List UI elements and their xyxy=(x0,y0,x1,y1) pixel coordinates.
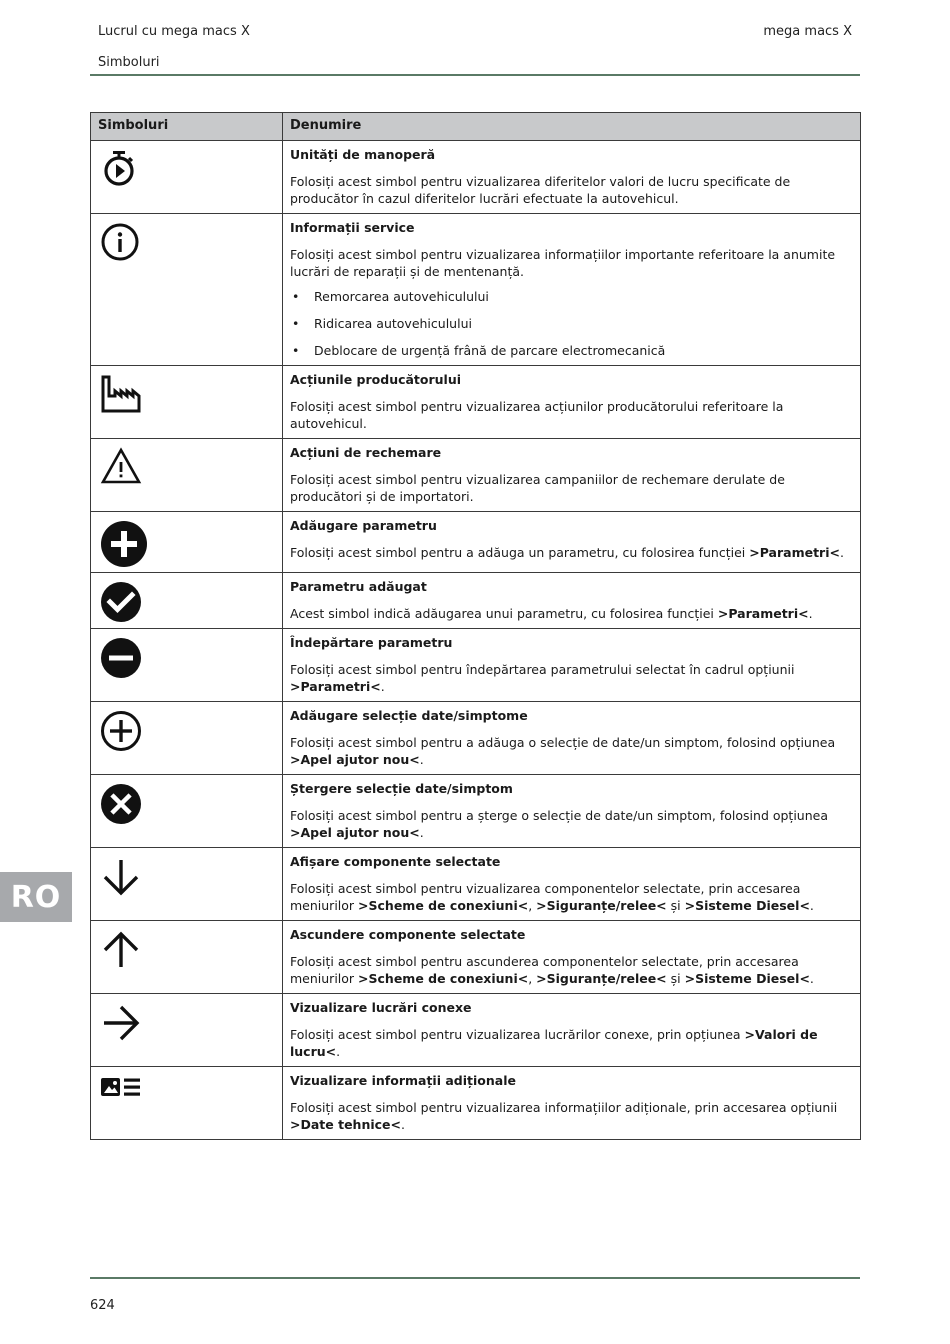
symbol-cell xyxy=(91,573,283,629)
table-row xyxy=(91,366,861,439)
symbol-description xyxy=(290,471,853,505)
table-row xyxy=(91,1067,861,1140)
symbol-cell xyxy=(91,439,283,512)
table-row xyxy=(91,629,861,702)
image-list-icon xyxy=(100,1075,142,1101)
arrow-down-icon xyxy=(100,856,142,898)
description-cell xyxy=(283,775,861,848)
description-text: . xyxy=(401,1117,405,1132)
symbols-table xyxy=(90,112,861,1140)
close-circle-filled-icon xyxy=(100,783,142,825)
menu-reference: >Sisteme Diesel< xyxy=(684,971,810,986)
symbol-cell xyxy=(91,848,283,921)
menu-reference: >Scheme de conexiuni< xyxy=(358,971,529,986)
table-row xyxy=(91,921,861,994)
menu-reference: >Sisteme Diesel< xyxy=(684,898,810,913)
symbol-cell xyxy=(91,702,283,775)
footer-rule xyxy=(90,1277,860,1279)
column-header-name: Denumire xyxy=(283,113,861,141)
arrow-up-icon xyxy=(100,929,142,971)
description-text: Folosiți acest simbol pentru a adăuga un parametru, cu folosirea funcției xyxy=(290,545,750,560)
description-cell xyxy=(283,214,861,366)
symbol-description xyxy=(290,544,853,561)
symbol-cell xyxy=(91,921,283,994)
menu-reference: >Parametri< xyxy=(717,606,809,621)
symbol-title: Vizualizare lucrări conexe xyxy=(290,1000,472,1015)
description-cell xyxy=(283,629,861,702)
description-cell xyxy=(283,921,861,994)
header-right: mega macs X xyxy=(763,24,852,39)
table-row xyxy=(91,848,861,921)
header-left: Lucrul cu mega macs X xyxy=(98,24,250,39)
table-row xyxy=(91,702,861,775)
description-text: . xyxy=(809,971,814,986)
menu-reference: >Scheme de conexiuni< xyxy=(358,898,529,913)
menu-reference: >Apel ajutor nou< xyxy=(290,825,420,840)
table-row xyxy=(91,512,861,573)
description-text: Folosiți acest simbol pentru vizualizarea informațiilor importante referitoare la anumite lucrări de reparații și de mentenanță. xyxy=(290,247,836,279)
menu-reference: >Apel ajutor nou< xyxy=(290,752,420,767)
table-row xyxy=(91,775,861,848)
description-cell xyxy=(283,994,861,1067)
symbol-title: Parametru adăugat xyxy=(290,579,427,594)
symbol-title: Îndepărtare parametru xyxy=(290,635,453,650)
symbol-description xyxy=(290,173,853,207)
column-header-symbols: Simboluri xyxy=(91,113,283,141)
description-text: . xyxy=(840,545,844,560)
symbol-description xyxy=(290,1099,853,1133)
bullet-list xyxy=(290,288,853,359)
symbol-description xyxy=(290,1026,853,1060)
description-text: . xyxy=(808,606,813,621)
description-cell xyxy=(283,141,861,214)
description-text: Folosiți acest simbol pentru a șterge o selecție de date/un simptom, folosind opțiunea xyxy=(290,808,829,823)
minus-circle-filled-icon xyxy=(100,637,142,679)
symbol-title: Ascundere componente selectate xyxy=(290,927,526,942)
stopwatch-icon xyxy=(100,149,138,187)
menu-reference: >Valori de lucru< xyxy=(290,1027,818,1059)
symbol-description xyxy=(290,880,853,914)
symbol-cell xyxy=(91,994,283,1067)
description-text: . xyxy=(419,825,424,840)
check-circle-filled-icon xyxy=(100,581,142,623)
symbol-cell xyxy=(91,1067,283,1140)
description-text: Folosiți acest simbol pentru vizualizarea lucrărilor conexe, prin opțiunea xyxy=(290,1027,745,1042)
symbol-cell xyxy=(91,512,283,573)
table-row xyxy=(91,994,861,1067)
symbol-title: Informații service xyxy=(290,220,415,235)
symbol-description xyxy=(290,953,853,987)
description-text: Folosiți acest simbol pentru vizualizarea acțiunilor producătorului referitoare la autovehicul. xyxy=(290,399,784,431)
symbol-description xyxy=(290,734,853,768)
language-tab: RO xyxy=(0,872,72,922)
symbol-title: Vizualizare informații adiționale xyxy=(290,1073,516,1088)
symbol-cell xyxy=(91,629,283,702)
description-text: și xyxy=(666,898,685,913)
table-row xyxy=(91,214,861,366)
symbol-cell xyxy=(91,775,283,848)
description-text: . xyxy=(419,752,424,767)
menu-reference: >Parametri< xyxy=(749,545,840,560)
arrow-right-icon xyxy=(100,1002,142,1044)
table-row xyxy=(91,573,861,629)
description-text: Folosiți acest simbol pentru a adăuga o selecție de date/un simptom, folosind opțiunea xyxy=(290,735,836,750)
description-text: Acest simbol indică adăugarea unui parametru, cu folosirea funcției xyxy=(290,606,718,621)
description-text: Folosiți acest simbol pentru vizualizarea componentelor selectate, prin accesarea meniurilor xyxy=(290,881,801,913)
description-cell xyxy=(283,439,861,512)
symbol-description xyxy=(290,398,853,432)
section-title: Simboluri xyxy=(98,55,160,70)
symbol-title: Adăugare parametru xyxy=(290,518,437,533)
warning-triangle-icon xyxy=(100,447,142,485)
symbol-cell xyxy=(91,366,283,439)
plus-circle-filled-icon xyxy=(100,520,148,568)
symbol-description xyxy=(290,246,853,280)
description-text: Folosiți acest simbol pentru îndepărtarea parametrului selectat în cadrul opțiunii xyxy=(290,662,795,677)
description-text: , xyxy=(528,971,537,986)
table-row xyxy=(91,141,861,214)
description-cell xyxy=(283,512,861,573)
description-text: Folosiți acest simbol pentru ascunderea componentelor selectate, prin accesarea meniurilor xyxy=(290,954,799,986)
description-cell xyxy=(283,366,861,439)
description-text: Folosiți acest simbol pentru vizualizarea informațiilor adiționale, prin accesarea opțiunii xyxy=(290,1100,838,1115)
list-item: • Ridicarea autovehiculului xyxy=(290,315,853,332)
symbol-description xyxy=(290,807,853,841)
description-text: . xyxy=(380,679,385,694)
description-text: , xyxy=(528,898,537,913)
description-cell xyxy=(283,1067,861,1140)
symbol-title: Acțiuni de rechemare xyxy=(290,445,442,460)
factory-icon xyxy=(100,374,142,414)
symbol-title: Ștergere selecție date/simptom xyxy=(290,781,513,796)
menu-reference: >Siguranțe/relee< xyxy=(536,898,667,913)
symbol-title: Adăugare selecție date/simptome xyxy=(290,708,528,723)
description-text: . xyxy=(336,1044,341,1059)
symbol-cell xyxy=(91,214,283,366)
description-cell xyxy=(283,573,861,629)
symbol-title: Afișare componente selectate xyxy=(290,854,501,869)
symbol-title: Acțiunile producătorului xyxy=(290,372,462,387)
symbol-description xyxy=(290,605,853,622)
symbol-description xyxy=(290,661,853,695)
menu-reference: >Parametri< xyxy=(290,679,381,694)
info-icon xyxy=(100,222,140,262)
list-item: • Deblocare de urgență frână de parcare electromecanică xyxy=(290,342,853,359)
description-text: . xyxy=(809,898,814,913)
description-text: și xyxy=(666,971,685,986)
list-item: • Remorcarea autovehiculului xyxy=(290,288,853,305)
description-text: Folosiți acest simbol pentru vizualizarea campaniilor de rechemare derulate de producători și de importatori. xyxy=(290,472,785,504)
description-cell xyxy=(283,702,861,775)
symbol-title: Unități de manoperă xyxy=(290,147,436,162)
table-header-row xyxy=(91,113,861,141)
page-number: 624 xyxy=(90,1298,115,1313)
description-cell xyxy=(283,848,861,921)
table-row xyxy=(91,439,861,512)
menu-reference: >Date tehnice< xyxy=(290,1117,401,1132)
menu-reference: >Siguranțe/relee< xyxy=(536,971,667,986)
description-text: Folosiți acest simbol pentru vizualizarea diferitelor valori de lucru specificate de producător în cazul diferitelor lucrări efectuate la autovehicul. xyxy=(290,174,791,206)
header-rule xyxy=(90,74,860,76)
symbol-cell xyxy=(91,141,283,214)
plus-circle-outline-icon xyxy=(100,710,142,752)
